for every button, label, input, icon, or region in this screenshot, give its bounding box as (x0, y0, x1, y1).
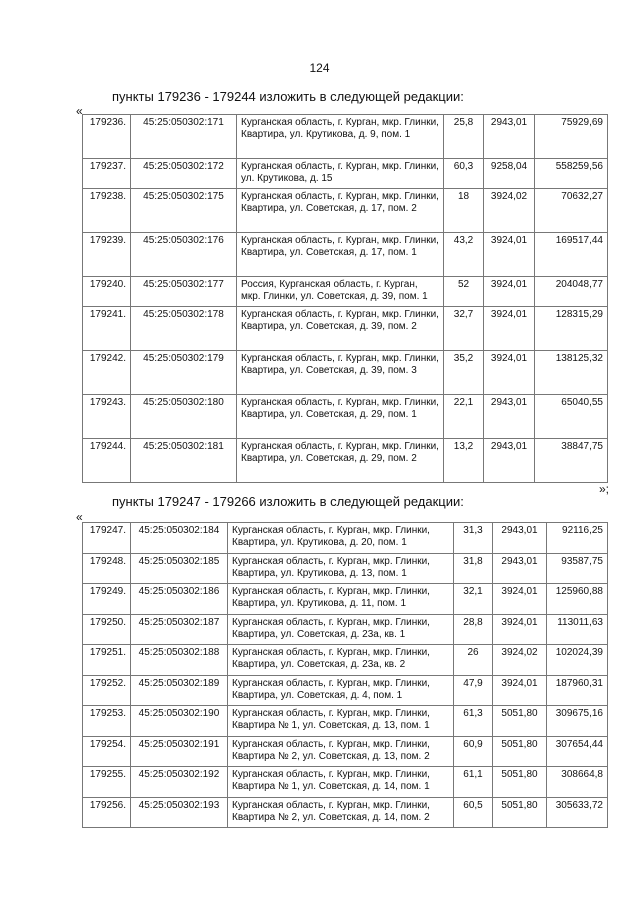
row-number-cell: 179249. (83, 584, 131, 615)
unit-price-cell: 3924,01 (484, 351, 535, 395)
address-cell: Курганская область, г. Курган, мкр. Глинки, Квартира, ул. Советская, д. 39, пом. 3 (237, 351, 444, 395)
unit-price-cell: 5051,80 (493, 706, 547, 737)
area-cell: 31,8 (454, 553, 493, 584)
unit-price-cell: 3924,01 (484, 307, 535, 351)
unit-price-cell: 2943,01 (484, 395, 535, 439)
table-row (83, 736, 608, 767)
row-number-cell: 179244. (83, 439, 131, 483)
property-table-1 (82, 114, 608, 483)
cadastral-value-cell: 138125,32 (535, 351, 608, 395)
row-number-cell: 179255. (83, 767, 131, 798)
row-number-cell: 179242. (83, 351, 131, 395)
cadastral-value-cell: 75929,69 (535, 115, 608, 159)
row-number-cell: 179250. (83, 614, 131, 645)
cadastral-number-cell: 45:25:050302:177 (131, 277, 237, 307)
area-cell: 35,2 (444, 351, 484, 395)
address-cell: Курганская область, г. Курган, мкр. Глинки, Квартира, ул. Советская, д. 4, пом. 1 (228, 675, 454, 706)
row-number-cell: 179237. (83, 159, 131, 189)
cadastral-number-cell: 45:25:050302:176 (131, 233, 237, 277)
cadastral-value-cell: 187960,31 (547, 675, 608, 706)
cadastral-number-cell: 45:25:050302:181 (131, 439, 237, 483)
cadastral-number-cell: 45:25:050302:186 (131, 584, 228, 615)
table-row (83, 706, 608, 737)
area-cell: 52 (444, 277, 484, 307)
table-row (83, 553, 608, 584)
unit-price-cell: 3924,01 (493, 675, 547, 706)
row-number-cell: 179238. (83, 189, 131, 233)
unit-price-cell: 5051,80 (493, 797, 547, 828)
area-cell: 32,7 (444, 307, 484, 351)
cadastral-value-cell: 113011,63 (547, 614, 608, 645)
unit-price-cell: 3924,01 (493, 614, 547, 645)
cadastral-number-cell: 45:25:050302:190 (131, 706, 228, 737)
area-cell: 60,9 (454, 736, 493, 767)
unit-price-cell: 2943,01 (493, 523, 547, 554)
address-cell: Курганская область, г. Курган, мкр. Глинки, Квартира, ул. Советская, д. 17, пом. 2 (237, 189, 444, 233)
cadastral-number-cell: 45:25:050302:187 (131, 614, 228, 645)
section-2-open-quote: « (76, 510, 83, 524)
row-number-cell: 179254. (83, 736, 131, 767)
table-row (83, 189, 608, 233)
cadastral-number-cell: 45:25:050302:172 (131, 159, 237, 189)
table-row (83, 439, 608, 483)
area-cell: 28,8 (454, 614, 493, 645)
cadastral-number-cell: 45:25:050302:179 (131, 351, 237, 395)
section-1-close-quote: »; (599, 482, 610, 496)
cadastral-number-cell: 45:25:050302:180 (131, 395, 237, 439)
area-cell: 22,1 (444, 395, 484, 439)
area-cell: 13,2 (444, 439, 484, 483)
area-cell: 61,3 (454, 706, 493, 737)
cadastral-value-cell: 204048,77 (535, 277, 608, 307)
address-cell: Курганская область, г. Курган, мкр. Глинки, ул. Крутикова, д. 15 (237, 159, 444, 189)
cadastral-value-cell: 128315,29 (535, 307, 608, 351)
table-row (83, 395, 608, 439)
table-row (83, 307, 608, 351)
cadastral-number-cell: 45:25:050302:178 (131, 307, 237, 351)
area-cell: 18 (444, 189, 484, 233)
cadastral-number-cell: 45:25:050302:185 (131, 553, 228, 584)
address-cell: Курганская область, г. Курган, мкр. Глинки, Квартира, ул. Крутикова, д. 13, пом. 1 (228, 553, 454, 584)
area-cell: 31,3 (454, 523, 493, 554)
area-cell: 43,2 (444, 233, 484, 277)
row-number-cell: 179248. (83, 553, 131, 584)
cadastral-number-cell: 45:25:050302:189 (131, 675, 228, 706)
cadastral-number-cell: 45:25:050302:175 (131, 189, 237, 233)
area-cell: 60,3 (444, 159, 484, 189)
table-row (83, 645, 608, 676)
row-number-cell: 179243. (83, 395, 131, 439)
cadastral-number-cell: 45:25:050302:184 (131, 523, 228, 554)
unit-price-cell: 9258,04 (484, 159, 535, 189)
table-row (83, 351, 608, 395)
section-1-open-quote: « (76, 104, 83, 118)
cadastral-value-cell: 70632,27 (535, 189, 608, 233)
address-cell: Курганская область, г. Курган, мкр. Глинки, Квартира № 2, ул. Советская, д. 13, пом. 2 (228, 736, 454, 767)
area-cell: 60,5 (454, 797, 493, 828)
unit-price-cell: 2943,01 (484, 115, 535, 159)
address-cell: Курганская область, г. Курган, мкр. Глинки, Квартира, ул. Советская, д. 29, пом. 2 (237, 439, 444, 483)
cadastral-value-cell: 92116,25 (547, 523, 608, 554)
table-row (83, 115, 608, 159)
cadastral-value-cell: 169517,44 (535, 233, 608, 277)
unit-price-cell: 3924,01 (484, 277, 535, 307)
row-number-cell: 179256. (83, 797, 131, 828)
cadastral-number-cell: 45:25:050302:188 (131, 645, 228, 676)
cadastral-number-cell: 45:25:050302:191 (131, 736, 228, 767)
row-number-cell: 179236. (83, 115, 131, 159)
address-cell: Курганская область, г. Курган, мкр. Глинки, Квартира, ул. Советская, д. 29, пом. 1 (237, 395, 444, 439)
cadastral-number-cell: 45:25:050302:193 (131, 797, 228, 828)
unit-price-cell: 3924,01 (493, 584, 547, 615)
table-row (83, 584, 608, 615)
address-cell: Россия, Курганская область, г. Курган, мкр. Глинки, ул. Советская, д. 39, пом. 1 (237, 277, 444, 307)
property-table-2 (82, 522, 608, 828)
area-cell: 61,1 (454, 767, 493, 798)
address-cell: Курганская область, г. Курган, мкр. Глинки, Квартира, ул. Крутикова, д. 20, пом. 1 (228, 523, 454, 554)
row-number-cell: 179247. (83, 523, 131, 554)
unit-price-cell: 3924,02 (484, 189, 535, 233)
row-number-cell: 179252. (83, 675, 131, 706)
address-cell: Курганская область, г. Курган, мкр. Глинки, Квартира, ул. Крутикова, д. 11, пом. 1 (228, 584, 454, 615)
row-number-cell: 179253. (83, 706, 131, 737)
address-cell: Курганская область, г. Курган, мкр. Глинки, Квартира № 2, ул. Советская, д. 14, пом. 2 (228, 797, 454, 828)
cadastral-value-cell: 93587,75 (547, 553, 608, 584)
unit-price-cell: 5051,80 (493, 736, 547, 767)
address-cell: Курганская область, г. Курган, мкр. Глинки, Квартира, ул. Крутикова, д. 9, пом. 1 (237, 115, 444, 159)
address-cell: Курганская область, г. Курган, мкр. Глинки, Квартира, ул. Советская, д. 23а, кв. 1 (228, 614, 454, 645)
unit-price-cell: 3924,01 (484, 233, 535, 277)
area-cell: 47,9 (454, 675, 493, 706)
cadastral-value-cell: 65040,55 (535, 395, 608, 439)
table-row (83, 797, 608, 828)
table-row (83, 675, 608, 706)
unit-price-cell: 2943,01 (493, 553, 547, 584)
cadastral-value-cell: 307654,44 (547, 736, 608, 767)
cadastral-value-cell: 308664,8 (547, 767, 608, 798)
address-cell: Курганская область, г. Курган, мкр. Глинки, Квартира, ул. Советская, д. 23а, кв. 2 (228, 645, 454, 676)
area-cell: 26 (454, 645, 493, 676)
cadastral-value-cell: 309675,16 (547, 706, 608, 737)
cadastral-value-cell: 102024,39 (547, 645, 608, 676)
table-row (83, 767, 608, 798)
page-number: 124 (309, 61, 330, 75)
address-cell: Курганская область, г. Курган, мкр. Глинки, Квартира № 1, ул. Советская, д. 13, пом. 1 (228, 706, 454, 737)
table-row (83, 233, 608, 277)
table-row (83, 523, 608, 554)
cadastral-value-cell: 558259,56 (535, 159, 608, 189)
row-number-cell: 179239. (83, 233, 131, 277)
row-number-cell: 179240. (83, 277, 131, 307)
cadastral-value-cell: 305633,72 (547, 797, 608, 828)
section-1-heading: пункты 179236 - 179244 изложить в следующей редакции: (112, 89, 464, 104)
cadastral-number-cell: 45:25:050302:192 (131, 767, 228, 798)
cadastral-number-cell: 45:25:050302:171 (131, 115, 237, 159)
row-number-cell: 179251. (83, 645, 131, 676)
address-cell: Курганская область, г. Курган, мкр. Глинки, Квартира, ул. Советская, д. 17, пом. 1 (237, 233, 444, 277)
table-row (83, 614, 608, 645)
area-cell: 25,8 (444, 115, 484, 159)
unit-price-cell: 3924,02 (493, 645, 547, 676)
cadastral-value-cell: 38847,75 (535, 439, 608, 483)
section-2-heading: пункты 179247 - 179266 изложить в следующей редакции: (112, 494, 464, 509)
area-cell: 32,1 (454, 584, 493, 615)
address-cell: Курганская область, г. Курган, мкр. Глинки, Квартира № 1, ул. Советская, д. 14, пом. 1 (228, 767, 454, 798)
cadastral-value-cell: 125960,88 (547, 584, 608, 615)
row-number-cell: 179241. (83, 307, 131, 351)
unit-price-cell: 5051,80 (493, 767, 547, 798)
unit-price-cell: 2943,01 (484, 439, 535, 483)
table-row (83, 159, 608, 189)
address-cell: Курганская область, г. Курган, мкр. Глинки, Квартира, ул. Советская, д. 39, пом. 2 (237, 307, 444, 351)
table-row (83, 277, 608, 307)
